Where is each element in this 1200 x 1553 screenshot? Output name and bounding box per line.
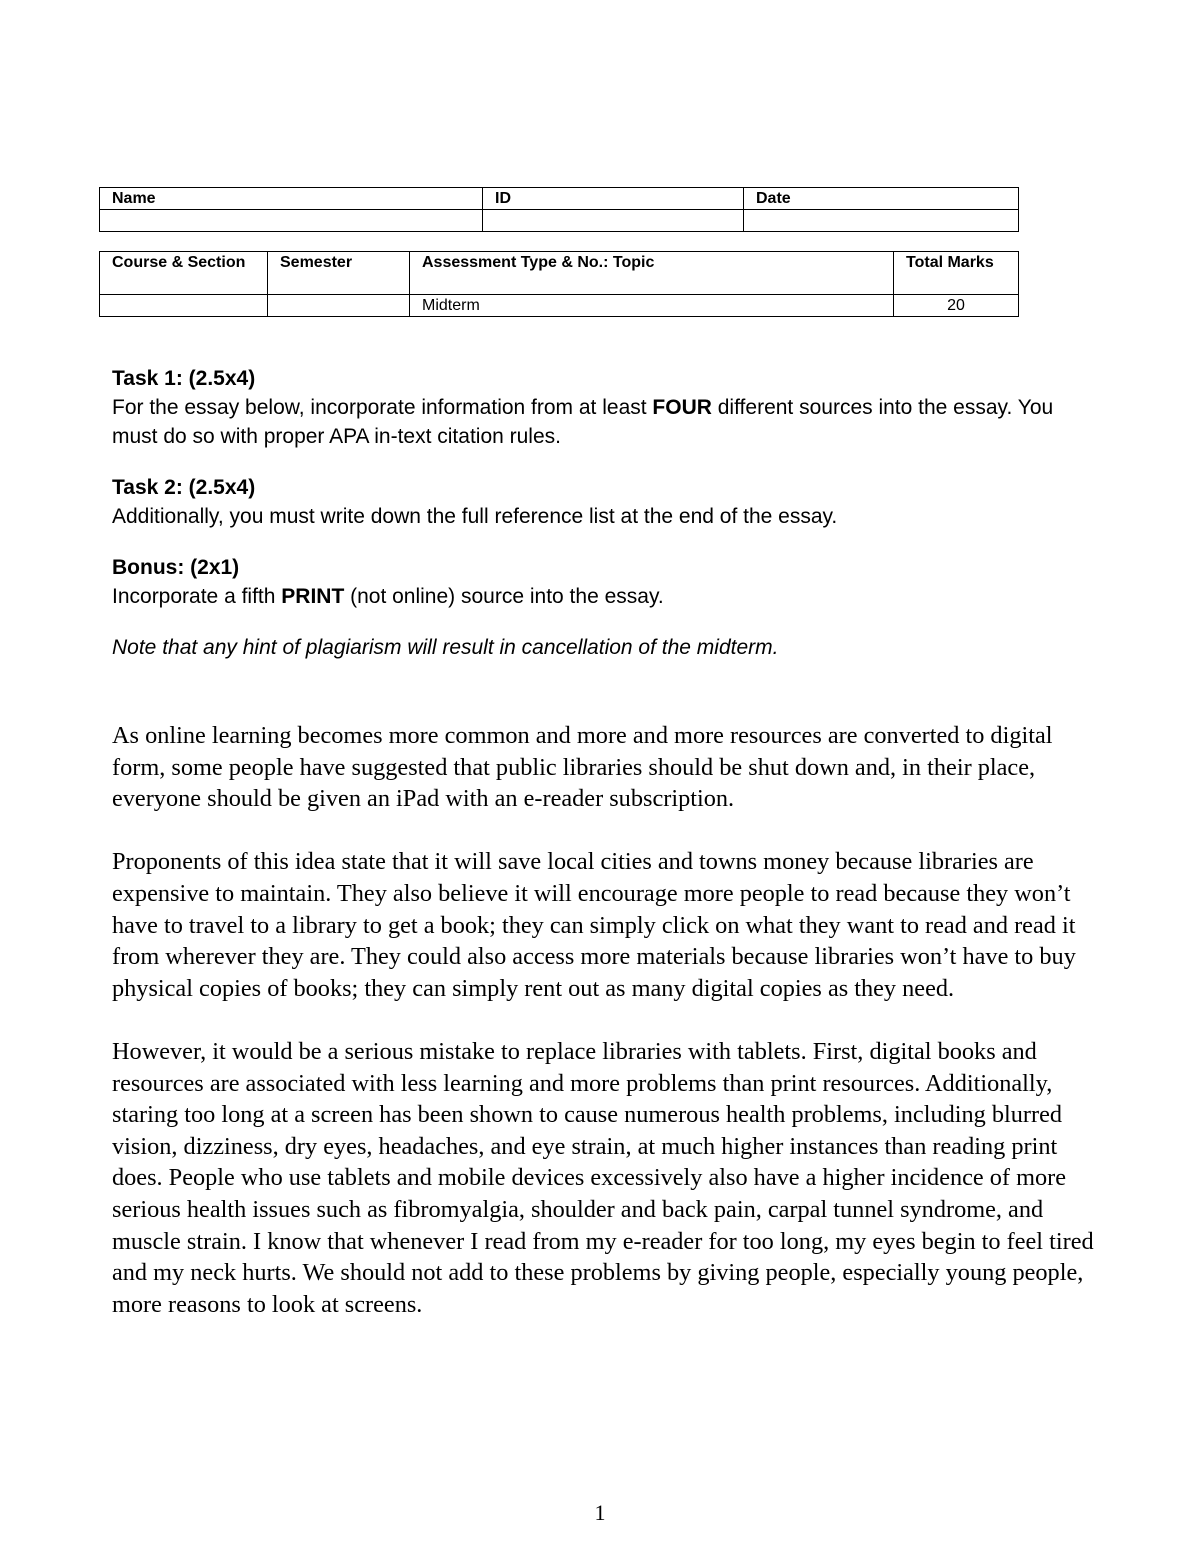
- bonus-heading: Bonus: (2x1): [112, 556, 240, 579]
- date-label: Date: [744, 188, 1019, 210]
- name-value-cell[interactable]: [100, 210, 483, 232]
- task1-block: [112, 364, 1072, 451]
- essay-paragraph-3: However, it would be a serious mistake to replace libraries with tablets. First, digital books and resources are associated with less learning and more problems than print resources. Additionally, staring too long at a screen has been shown to cause numerous health problems, including blurred vision, dizziness, dry eyes, headaches, and eye strain, at much higher instances than reading print does. People who use tablets and mobile devices excessively also have a higher incidence of more serious health issues such as fibromyalgia, shoulder and back pain, carpal tunnel syndrome, and muscle strain. I know that whenever I read from my e-reader for too long, my eyes begin to feel tired and my neck hurts. We should not add to these problems by giving people, especially young people, more reasons to look at screens.: [112, 1037, 1094, 1318]
- course-info-table: [99, 251, 1019, 317]
- course-value-cell[interactable]: [100, 295, 268, 317]
- task1-text-end: different sources into the essay. You must do so with proper APA in-text citation rules.: [112, 396, 1054, 448]
- page-number: 1: [594, 1500, 606, 1525]
- essay-body: [112, 720, 1097, 1352]
- id-value-cell[interactable]: [483, 210, 744, 232]
- semester-value-cell[interactable]: [268, 295, 410, 317]
- task2-text: Additionally, you must write down the full reference list at the end of the essay.: [112, 505, 838, 528]
- task1-emphasis: FOUR: [652, 396, 712, 419]
- task1-text: [112, 393, 1072, 451]
- bonus-text: [112, 582, 1072, 611]
- task1-heading: Task 1: (2.5x4): [112, 367, 256, 390]
- date-value-cell[interactable]: [744, 210, 1019, 232]
- course-section-label: Course & Section: [100, 252, 268, 295]
- task-instructions: [112, 364, 1072, 662]
- bonus-block: [112, 553, 1072, 611]
- id-label: ID: [483, 188, 744, 210]
- semester-label: Semester: [268, 252, 410, 295]
- bonus-emphasis: PRINT: [281, 585, 345, 608]
- task2-heading: Task 2: (2.5x4): [112, 476, 256, 499]
- total-marks-value-cell: 20: [894, 295, 1019, 317]
- task2-block: [112, 473, 1072, 531]
- name-label: Name: [100, 188, 483, 210]
- assessment-value-cell: Midterm: [410, 295, 894, 317]
- essay-paragraph-1: As online learning becomes more common and more and more resources are converted to digital form, some people have suggested that public libraries should be shut down and, in their place, everyone should be given an iPad with an e-reader subscription.: [112, 722, 1053, 813]
- essay-paragraph-2: Proponents of this idea state that it will save local cities and towns money because libraries are expensive to maintain. They also believe it will encourage more people to read because they won’t have to travel to a library to get a book; they can simply click on what they want to read and read it from wherever they are. They could also access more materials because libraries won’t have to buy physical copies of books; they can simply rent out as many digital copies as they need.: [112, 848, 1076, 1002]
- assessment-type-label: Assessment Type & No.: Topic: [410, 252, 894, 295]
- student-info-table: [99, 187, 1019, 232]
- bonus-text-end: (not online) source into the essay.: [344, 585, 664, 608]
- plagiarism-note: Note that any hint of plagiarism will result in cancellation of the midterm.: [112, 636, 779, 659]
- bonus-text-start: Incorporate a fifth: [112, 585, 282, 608]
- task1-text-start: For the essay below, incorporate information from at least: [112, 396, 653, 419]
- total-marks-label: Total Marks: [894, 252, 1019, 295]
